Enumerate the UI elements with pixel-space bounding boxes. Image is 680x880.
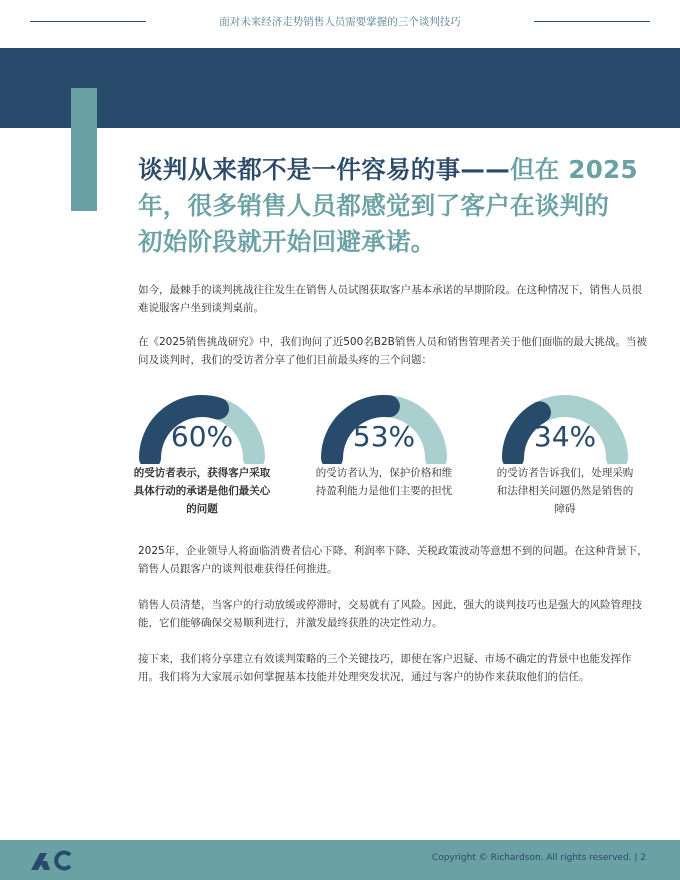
stat-caption: 的受访者认为，保护价格和维持盈利能力是他们主要的担忧 [315, 467, 453, 497]
copyright-text: Copyright © Richardson. All rights reserved. | 2 [431, 853, 646, 863]
headline-dark: 谈判从来都不是一件容易的事—— [138, 155, 510, 184]
rc-logo-icon [30, 849, 76, 871]
headline [138, 152, 658, 260]
page-footer [0, 840, 680, 880]
stat-caption: 的受访者表示，获得客户采取具体行动的承诺是他们最关心的问题 [133, 467, 271, 515]
stat-caption: 的受访者告诉我们，处理采购和法律相关问题仍然是销售的障碍 [496, 467, 634, 515]
stat-percentage: 60% [170, 420, 234, 453]
paragraph-study: 在《2025销售挑战研究》中，我们询问了近500名B2B销售人员和销售管理者关于他们面临的最大挑战。当被问及谈判时，我们的受访者分享了他们目前最头疼的三个问题： [138, 336, 647, 366]
stat-percentage: 34% [533, 420, 597, 453]
page-header [0, 0, 680, 48]
headline-accent-3: 初始阶段就开始回避承诺。 [138, 227, 436, 256]
header-divider-left [30, 21, 146, 22]
headline-accent-1: 但在 2025 [510, 155, 638, 184]
paragraph-context: 2025年，企业领导人将面临消费者信心下降、利润率下降、关税政策波动等意想不到的问题。在这种背景下，销售人员跟客户的谈判很难获得任何推进。 [138, 545, 648, 575]
paragraph-next: 接下来，我们将分享建立有效谈判策略的三个关键技巧，即使在客户迟疑、市场不确定的背景中也能发挥作用。我们将为大家展示如何掌握基本技能并处理突发状况，通过与客户的协作来获取他们的信任。 [138, 653, 632, 683]
header-banner [0, 48, 680, 128]
headline-accent-2: 年，很多销售人员都感觉到了客户在谈判的 [138, 191, 610, 220]
document-title: 面对未来经济走势销售人员需要掌握的三个谈判技巧 [219, 16, 461, 28]
paragraph-risk: 销售人员清楚，当客户的行动放缓或停滞时，交易就有了风险。因此，强大的谈判技巧也是强大的风险管理技能，它们能够确保交易顺利进行，并激发最终获胜的决定性动力。 [138, 599, 642, 629]
header-divider-right [534, 21, 650, 22]
paragraph-intro: 如今，最棘手的谈判挑战往往发生在销售人员试图获取客户基本承诺的早期阶段。在这种情况下，销售人员很难说服客户坐到谈判桌前。 [138, 284, 642, 314]
accent-bar [71, 88, 97, 211]
stat-percentage: 53% [352, 420, 416, 453]
